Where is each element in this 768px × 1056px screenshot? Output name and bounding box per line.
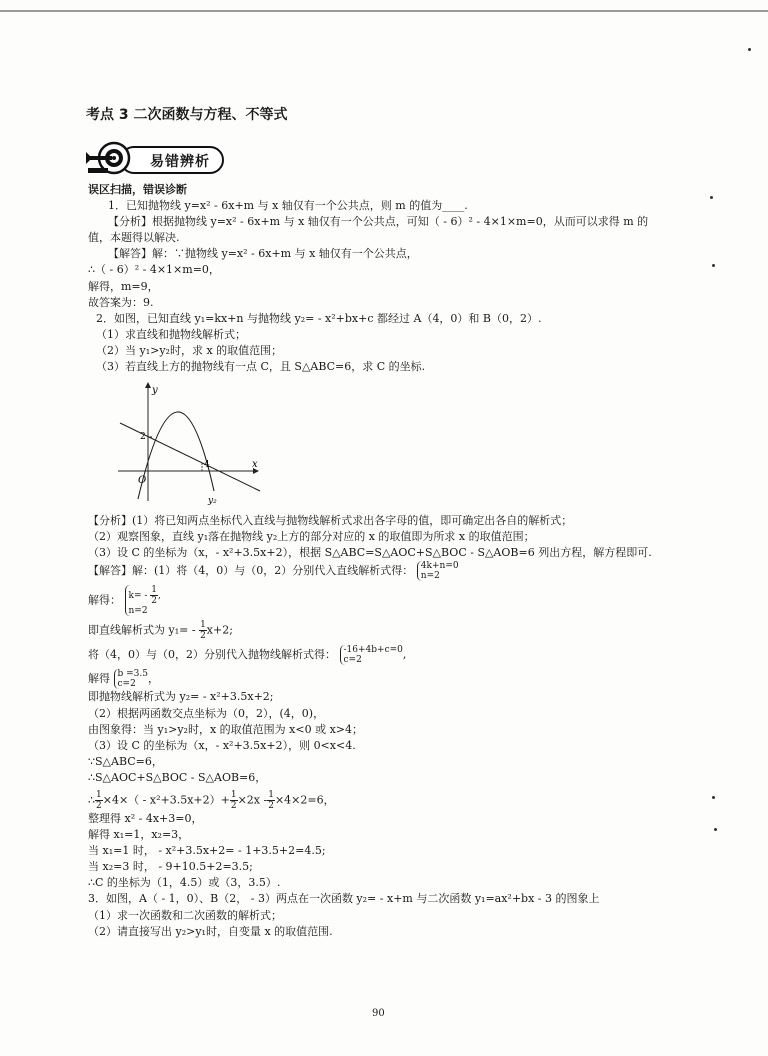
subheading: 误区扫描，错误诊断 — [88, 183, 187, 196]
banner-pill — [120, 146, 224, 174]
analysis-line: （2）观察图象，直线 y₁落在抛物线 y₂上方的部分对应的 x 的取值即为所求 x 的取值范围； — [88, 530, 535, 544]
solution-line: 当 x₁=1 时， - x²+3.5x+2= - 1+3.5+2=4.5; — [88, 844, 326, 858]
scan-speck — [712, 264, 715, 267]
equation: c=2 — [117, 679, 136, 690]
solution-line: ∴ $\frac{1}{2}$ ×4×（ - x²+3.5x+2）+ $\frac{1}{2}$ ×2x - $\frac{1}{2}$ ×4×2=6， — [88, 789, 335, 811]
problem-line: （1）求一次函数和二次函数的解析式； — [88, 908, 282, 922]
tick-label-2: 2 — [140, 432, 146, 443]
analysis-line: 【分析】(1）将已知两点坐标代入直线与抛物线解析式求出各字母的值，即可确定出各自的解析式； — [88, 514, 573, 528]
fraction: $\frac{1}{2}$ — [230, 789, 237, 811]
equation-system — [125, 585, 161, 616]
analysis-line: （3）设 C 的坐标为（x，- x²+3.5x+2），根据 S△ABC=S△AOC+S△BOC - S△AOB=6 列出方程，解方程即可. — [88, 546, 652, 560]
problem-line: （2）请直接写出 y₂>y₁时，自变量 x 的取值范围. — [88, 924, 333, 938]
solution-line — [88, 561, 688, 581]
solution-text: 解得： — [88, 593, 121, 607]
equation: c=2 — [343, 655, 362, 666]
fraction: $\frac{1}{2}$ — [200, 620, 206, 642]
text-line: 【解答】解：∵抛物线 y=x² - 6x+m 与 x 轴仅有一个公共点， — [108, 247, 418, 261]
problem-line: 3．如图，A（ - 1，0）、B（2， - 3）两点在一次函数 y₂= - x+m 与二次函数 y₁=ax²+bx - 3 的图象上 — [88, 892, 600, 906]
text-line: 故答案为：9. — [88, 295, 154, 309]
section-title: 考点 3 二次函数与方程、不等式 — [86, 107, 288, 123]
equation-system — [417, 561, 459, 581]
origin-label: O — [138, 475, 147, 487]
equation: n=2 — [420, 571, 440, 582]
equation: n=2 — [128, 606, 148, 617]
solution-line: （2）根据两函数交点坐标为（0，2），(4，0)， — [88, 706, 325, 720]
text-line: （1）求直线和抛物线解析式； — [96, 327, 246, 341]
solution-line: 即抛物线解析式为 y₂= - x²+3.5x+2; — [88, 690, 274, 704]
solution-line: 当 x₂=3 时， - 9+10.5+2=3.5; — [88, 860, 253, 874]
equation: k= - $\frac{1}{2}$ , — [128, 585, 161, 607]
solution-line: ∴S△AOC+S△BOC - S△AOB=6， — [88, 770, 267, 784]
parabola-y2 — [138, 412, 214, 499]
solution-line: 解得 x₁=1，x₂=3， — [88, 828, 190, 842]
fraction: $\frac{1}{2}$ — [96, 789, 102, 811]
scan-border-line — [0, 10, 768, 12]
page-number: 90 — [372, 1008, 385, 1019]
text-line: （2）当 y₁>y₂时，求 x 的取值范围； — [96, 343, 283, 357]
text-line: （3）若直线上方的抛物线有一点 C，且 S△ABC=6，求 C 的坐标. — [96, 360, 426, 374]
equation: -16+4b+c=0 — [343, 645, 403, 656]
x-axis-label: x — [252, 459, 258, 471]
equation-system — [340, 645, 403, 665]
text-line: 【分析】根据抛物线 y=x² - 6x+m 与 x 轴仅有一个公共点，可知（ - 6）² - 4×1×m=0，从而可以求得 m 的 — [108, 215, 649, 229]
tick-label-4: 4 — [204, 460, 210, 471]
solution-line: ∵S△ABC=6， — [88, 754, 163, 768]
banner-label: 易错辨析 — [150, 154, 210, 170]
solution-line: ∴C 的坐标为（1，4.5）或（3，3.5）. — [88, 876, 281, 890]
text-line: 2．如图，已知直线 y₁=kx+n 与抛物线 y₂= - x²+bx+c 都经过 A（4，0）和 B（0，2）. — [96, 311, 542, 325]
solution-line: 由图象得：当 y₁>y₂时，x 的取值范围为 x<0 或 x>4； — [88, 722, 363, 736]
graph-svg — [108, 379, 268, 507]
text-line: ∴（ - 6）² - 4×1×m=0， — [88, 263, 220, 277]
fraction: $\frac{1}{2}$ — [151, 585, 158, 607]
text-line: 解得，m=9， — [88, 279, 159, 293]
y-axis-label: y — [152, 385, 158, 397]
scan-speck — [712, 796, 715, 799]
solution-line: 解得 b =3.5 c=2 ， — [88, 669, 159, 690]
equation: 4k+n=0 — [420, 561, 459, 572]
solution-line: 即直线解析式为 y₁= - $\frac{1}{2}$ x+2; — [88, 620, 233, 642]
banner — [84, 140, 224, 180]
equation-system — [114, 669, 148, 689]
equation: b =3.5 — [117, 669, 148, 680]
solution-text: 【解答】解：(1）将（4，0）与（0，2）分别代入直线解析式得： — [88, 564, 414, 578]
scan-speck — [748, 48, 751, 51]
scan-speck — [710, 196, 713, 199]
scan-speck — [714, 828, 717, 831]
solution-line — [88, 585, 688, 616]
text-line: 值，本题得以解决. — [88, 231, 180, 245]
solution-line: 整理得 x² - 4x+3=0， — [88, 811, 203, 825]
solution-line: （3）设 C 的坐标为（x，- x²+3.5x+2），则 0<x<4. — [88, 738, 356, 752]
text-line: 1．已知抛物线 y=x² - 6x+m 与 x 轴仅有一个公共点，则 m 的值为____. — [108, 199, 468, 213]
curve-label-y2: y₂ — [208, 496, 217, 507]
function-graph — [108, 379, 268, 507]
problem-body — [88, 182, 688, 940]
fraction: $\frac{1}{2}$ — [268, 789, 274, 811]
target-arrow-icon — [84, 140, 132, 178]
solution-line: 将（4，0）与（0，2）分别代入抛物线解析式得： -16+4b+c=0 c=2 , — [88, 645, 407, 666]
